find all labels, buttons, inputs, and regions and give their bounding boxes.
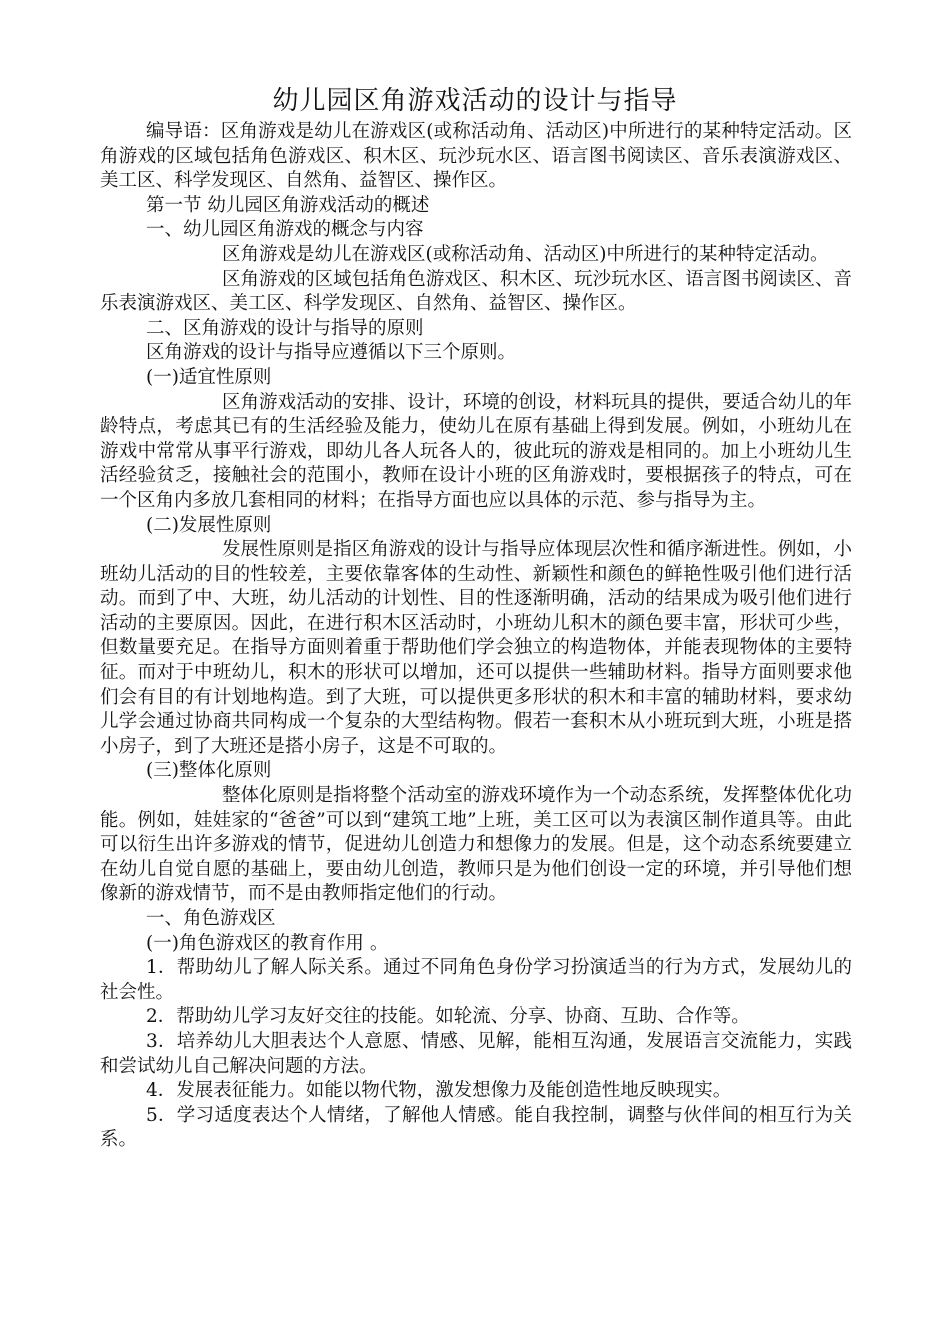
list-item: 3．培养幼儿大胆表达个人意愿、情感、见解，能相互沟通，发展语言交流能力，实践和尝试幼儿自己解决问题的方法。	[100, 1030, 852, 1077]
list-item: 2．帮助幼儿学习友好交往的技能。如轮流、分享、协商、互助、合作等。	[146, 1006, 750, 1028]
paragraph-intro: 编导语：区角游戏是幼儿在游戏区(或称活动角、活动区)中所进行的某种特定活动。区角游戏的区域包括角色游戏区、积木区、玩沙玩水区、语言图书阅读区、音乐表演游戏区、美工区、科学发现区、自然角、益智区、操作区。	[100, 121, 852, 192]
subsection-heading: 一、角色游戏区	[146, 908, 276, 929]
paragraph: 区角游戏是幼儿在游戏区(或称活动角、活动区)中所进行的某种特定活动。	[222, 243, 829, 265]
paragraph: 区角游戏的区域包括角色游戏区、积木区、玩沙玩水区、语言图书阅读区、音乐表演游戏区、美工区、科学发现区、自然角、益智区、操作区。	[100, 268, 852, 315]
document-body	[100, 120, 852, 1153]
document-title: 幼儿园区角游戏活动的设计与指导	[272, 86, 678, 116]
principle-heading: (三)整体化原则	[146, 760, 272, 782]
principle-heading: (一)适宜性原则	[146, 366, 272, 388]
subsection-heading: 一、幼儿园区角游戏的概念与内容	[146, 219, 424, 241]
paragraph: 区角游戏活动的安排、设计，环境的创设，材料玩具的提供，要适合幼儿的年龄特点，考虑其已有的生活经验及能力，使幼儿在原有基础上得到发展。例如，小班幼儿在游戏中常常从事平行游戏，即幼儿各人玩各人的，彼此玩的游戏是相同的。加上小班幼儿生活经验贫乏，接触社会的范围小，教师在设计小班的区角游戏时，要根据孩子的特点，可在一个区角内多放几套相同的材料；在指导方面也应以具体的示范、参与指导为主。	[100, 391, 852, 511]
list-item: 4．发展表征能力。如能以物代物，激发想像力及能创造性地反映现实。	[146, 1080, 732, 1102]
list-item: 5．学习适度表达个人情绪，了解他人情感。能自我控制，调整与伙伴间的相互行为关系。	[100, 1104, 852, 1151]
paragraph: 发展性原则是指区角游戏的设计与指导应体现层次性和循序渐进性。例如，小班幼儿活动的目的性较差，主要依靠客体的生动性、新颖性和颜色的鲜艳性吸引他们进行活动。而到了中、大班，幼儿活动的计划性、目的性逐渐明确，活动的结果成为吸引他们进行活动的主要原因。因此，在进行积木区活动时，小班幼儿积木的颜色要丰富，形状可少些，但数量要充足。在指导方面则着重于帮助他们学会独立的构造物体，并能表现物体的主要特征。而对于中班幼儿，积木的形状可以增加，还可以提供一些辅助材料。指导方面则要求他们会有目的有计划地构造。到了大班，可以提供更多形状的积木和丰富的辅助材料，要求幼儿学会通过协商共同构成一个复杂的大型结构物。假若一套积木从小班玩到大班，小班是搭小房子，到了大班还是搭小房子，这是不可取的。	[100, 539, 852, 757]
section-heading: 第一节 幼儿园区角游戏活动的概述	[146, 194, 430, 216]
subsection-heading: (一)角色游戏区的教育作用 。	[146, 932, 389, 954]
paragraph: 整体化原则是指将整个活动室的游戏环境作为一个动态系统，发挥整体优化功能。例如，娃娃家的“爸爸”可以到“建筑工地”上班，美工区可以为表演区制作道具等。由此可以衍生出许多游戏的情节，促进幼儿创造力和想像力的发展。但是，这个动态系统要建立在幼儿自觉自愿的基础上，要由幼儿创造，教师只是为他们创设一定的环境，并引导他们想像新的游戏情节，而不是由教师指定他们的行动。	[100, 785, 852, 905]
paragraph: 区角游戏的设计与指导应遵循以下三个原则。	[146, 342, 517, 364]
principle-heading: (二)发展性原则	[146, 514, 272, 536]
subsection-heading: 二、区角游戏的设计与指导的原则	[146, 317, 424, 339]
list-item: 1．帮助幼儿了解人际关系。通过不同角色身份学习扮演适当的行为方式，发展幼儿的社会性。	[100, 957, 852, 1003]
